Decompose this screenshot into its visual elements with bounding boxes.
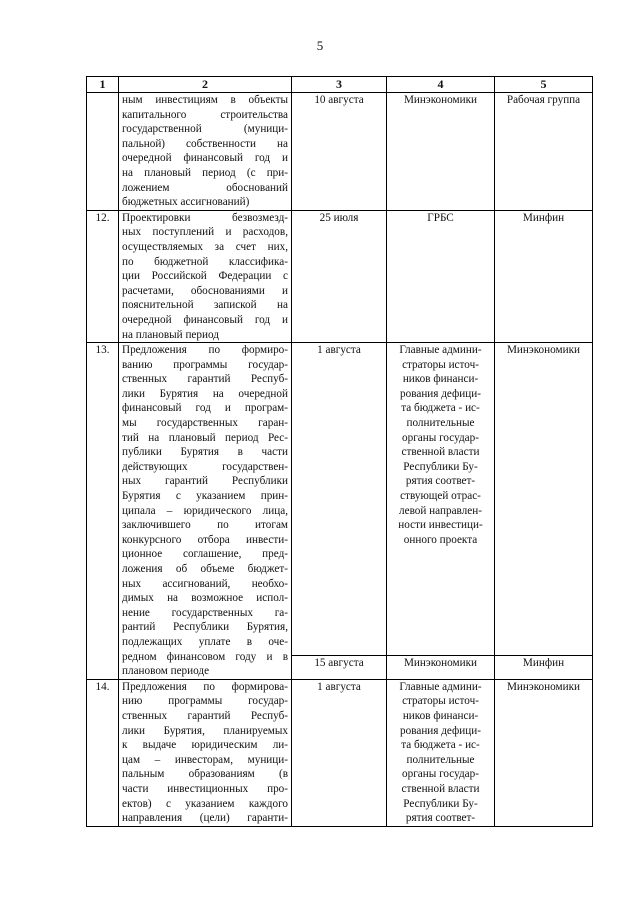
description-line: плановом периоде	[122, 665, 210, 678]
description-line: конкурсного отбора инвести-	[122, 533, 288, 546]
description-line: рантий Республики Бурятия,	[122, 621, 288, 634]
responsible-line: страторы источ-	[402, 358, 479, 371]
description-line: лики Бурятия на очередной	[122, 387, 288, 400]
description-line: тий на плановый период Рес-	[122, 431, 288, 444]
description-line: ных ассигнований, необхо-	[122, 577, 288, 590]
description-line: бюджетных ассигнований)	[122, 196, 250, 209]
row-responsible	[387, 93, 495, 211]
row-recipient: Минфин	[495, 655, 593, 679]
description-line: публики Бурятия в части	[122, 446, 288, 459]
header-col-1: 1	[87, 77, 119, 93]
description-line: Предложения по формирова-	[122, 680, 288, 693]
responsible-line: та бюджета - ис-	[401, 739, 480, 752]
description-line: ципала – юридического лица,	[122, 504, 288, 517]
table-row	[87, 679, 593, 826]
row-number: 14.	[87, 679, 119, 826]
row-description	[119, 210, 292, 342]
row-number	[87, 93, 119, 211]
row-deadline: 1 августа	[292, 343, 387, 656]
row-responsible	[387, 655, 495, 679]
row-recipient: Минэкономики	[495, 679, 593, 826]
description-line: ных гарантий Республики	[122, 475, 288, 488]
row-responsible	[387, 210, 495, 342]
responsible-line: Минэкономики	[403, 94, 478, 106]
responsible-line: Главные админи-	[399, 344, 482, 357]
description-line: редном финансовом году и в	[122, 650, 288, 663]
responsible-line: онного проекта	[403, 533, 478, 546]
description-line: нию программы государ-	[122, 695, 288, 708]
description-line: Предложения по формиро-	[122, 344, 288, 357]
description-line: пояснительной запиской на	[122, 299, 288, 312]
row-deadline: 15 августа	[292, 655, 387, 679]
responsible-line: рятия соответ-	[405, 475, 476, 488]
responsible-line: ников финанси-	[402, 709, 479, 722]
responsible-line: та бюджета - ис-	[401, 402, 480, 415]
table-header-row	[87, 77, 593, 93]
description-line: к выдаче юридическим ли-	[122, 739, 288, 752]
responsible-line: Главные админи-	[399, 680, 482, 693]
row-recipient: Рабочая группа	[495, 93, 593, 211]
description-line: направления (цели) гаранти-	[122, 812, 288, 825]
description-line: цам – инвесторам, муници-	[122, 753, 288, 766]
responsible-line: ников финанси-	[402, 373, 479, 386]
responsible-line: ственной власти	[401, 782, 480, 795]
description-line: по бюджетной классифика-	[122, 255, 288, 268]
description-line: димых на возможное испол-	[122, 592, 288, 605]
row-deadline: 25 июля	[292, 210, 387, 342]
description-line: ственных гарантий Респуб-	[122, 709, 288, 722]
description-line: лики Бурятия, планируемых	[122, 724, 288, 737]
row-description	[119, 679, 292, 826]
description-line: части инвестиционных про-	[122, 782, 288, 795]
description-line: финансовый год и програм-	[122, 402, 288, 415]
table-row	[87, 343, 593, 656]
description-line: заключившего по итогам	[122, 519, 288, 532]
responsible-line: рования дефици-	[400, 387, 481, 400]
description-line: ектов) с указанием каждого	[122, 797, 288, 810]
responsible-line: ности инвестици-	[398, 519, 483, 532]
page-number: 5	[316, 38, 324, 53]
responsible-line: рятия соответ-	[405, 812, 476, 825]
schedule-table	[86, 76, 593, 827]
description-line: ственных гарантий Респуб-	[122, 373, 288, 386]
responsible-line: рования дефици-	[400, 724, 481, 737]
header-col-5: 5	[495, 77, 593, 93]
description-line: ложением обоснований	[122, 181, 288, 194]
description-line: действующих государствен-	[122, 460, 288, 473]
responsible-line: органы государ-	[402, 768, 479, 781]
description-line: осуществляемых за счет них,	[122, 240, 288, 253]
row-description	[119, 343, 292, 680]
description-line: Проектировки безвозмезд-	[122, 211, 288, 224]
responsible-line: полнительные	[406, 753, 475, 766]
description-line: подлежащих уплате в оче-	[122, 635, 288, 648]
row-deadline: 10 августа	[292, 93, 387, 211]
description-line: ным инвестициям в объекты	[122, 94, 288, 106]
description-line: на плановый период	[122, 328, 219, 341]
description-line: ванию программы государ-	[122, 358, 288, 371]
row-description	[119, 93, 292, 211]
description-line: ложения об объеме бюджет-	[122, 563, 288, 575]
row-responsible	[387, 343, 495, 656]
responsible-line: страторы источ-	[402, 695, 479, 708]
row-responsible	[387, 679, 495, 826]
responsible-line: ГРБС	[427, 211, 454, 224]
table-row	[87, 210, 593, 342]
responsible-line: органы государ-	[402, 431, 479, 444]
row-recipient: Минэкономики	[495, 343, 593, 656]
description-line: пальным образованиям (в	[122, 768, 288, 781]
description-line: капитального строительства	[122, 108, 288, 121]
responsible-line: Республики Бу-	[403, 797, 478, 810]
responsible-line: Республики Бу-	[403, 460, 478, 473]
description-line: ции Российской Федерации с	[122, 270, 288, 283]
description-line: мы государственных гаран-	[122, 417, 288, 430]
responsible-line: Минэкономики	[403, 656, 478, 669]
description-line: государственной (муници-	[122, 123, 288, 136]
header-col-3: 3	[292, 77, 387, 93]
row-recipient: Минфин	[495, 210, 593, 342]
responsible-line: ствующей отрас-	[400, 490, 481, 503]
responsible-line: полнительные	[406, 417, 475, 430]
description-line: ционное соглашение, пред-	[122, 548, 288, 561]
description-line: нение государственных га-	[122, 606, 288, 619]
description-line: очередной финансовый год и	[122, 313, 288, 326]
row-number: 12.	[87, 210, 119, 342]
description-line: на плановый период (с при-	[122, 166, 288, 179]
description-line: Бурятия с указанием прин-	[122, 490, 288, 503]
description-line: расчетами, обоснованиями и	[122, 284, 288, 297]
table-row	[87, 93, 593, 211]
description-line: ных поступлений и расходов,	[122, 226, 288, 239]
row-number: 13.	[87, 343, 119, 680]
header-col-4: 4	[387, 77, 495, 93]
responsible-line: левой направлен-	[399, 504, 482, 517]
header-col-2: 2	[119, 77, 292, 93]
description-line: пальной) собственности на	[122, 137, 288, 150]
row-deadline: 1 августа	[292, 679, 387, 826]
responsible-line: ственной власти	[401, 446, 480, 459]
description-line: очередной финансовый год и	[122, 152, 288, 165]
